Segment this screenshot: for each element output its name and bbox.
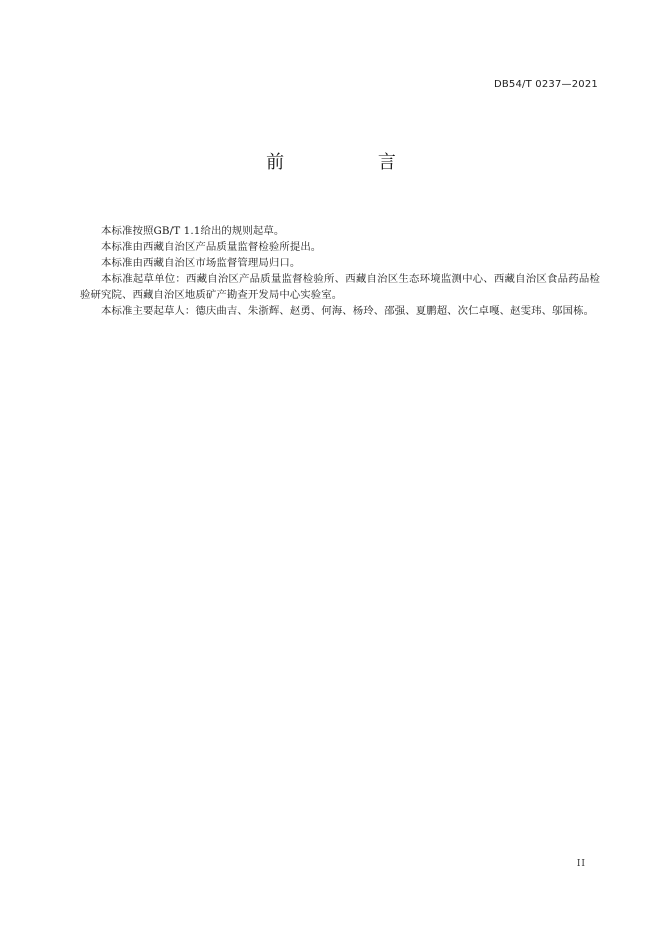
page-number: II [576,859,586,869]
paragraph-administrator: 本标准由西藏自治区市场监督管理局归口。 [101,257,301,269]
paragraph-drafters: 本标准主要起草人：德庆曲吉、朱浙辉、赵勇、何海、杨玲、邵强、夏鹏超、次仁卓嘎、赵雯玮、邬国栋。 [101,305,595,317]
foreword-body [80,223,600,319]
standard-code: DB54/T 0237—2021 [493,79,598,90]
paragraph-proposer: 本标准由西藏自治区产品质量监督检验所提出。 [101,241,322,253]
paragraph-drafting-rules: 本标准按照GB/T 1.1给出的规则起草。 [101,225,285,237]
page-title: 前 言 [266,152,440,173]
paragraph-drafting-units: 本标准起草单位：西藏自治区产品质量监督检验所、西藏自治区生态环境监测中心、西藏自治区食品药品检验研究院、西藏自治区地质矿产勘查开发局中心实验室。 [80,273,600,301]
